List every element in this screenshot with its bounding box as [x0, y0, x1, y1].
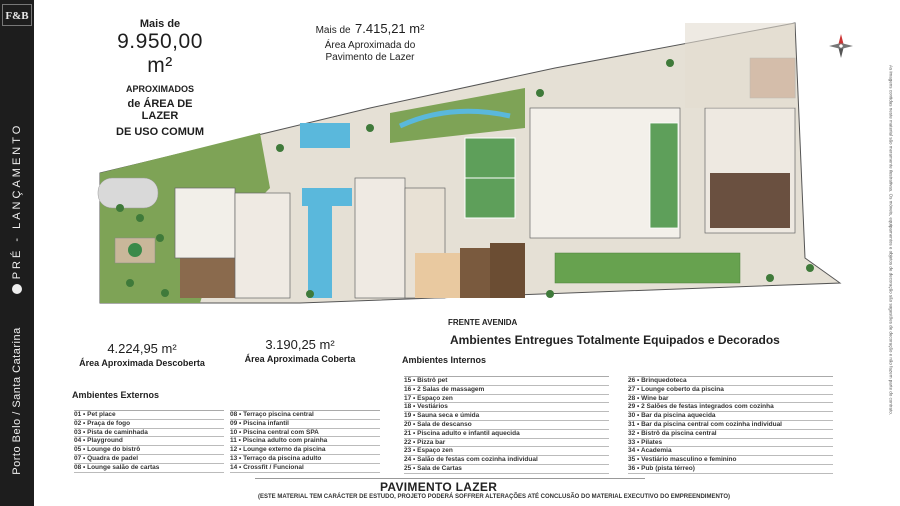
list-item: 05 • Lounge do bistrô — [74, 446, 224, 455]
deck-pizza — [460, 248, 490, 298]
list-item: 33 • Pilates — [628, 439, 833, 448]
covered-area-block — [235, 337, 365, 364]
pool-long — [650, 123, 678, 228]
list-item: 08 • Terraço piscina central — [230, 411, 380, 420]
covered-area-value: 3.190,25 m² — [265, 337, 335, 352]
list-item: 09 • Piscina infantil — [230, 420, 380, 429]
list-item: 36 • Pub (pista térreo) — [628, 465, 833, 474]
list-item: 29 • 2 Salões de festas integrados com cozinha — [628, 403, 833, 412]
list-item: 19 • Sauna seca e úmida — [404, 412, 609, 421]
legal-text: As imagens contidas neste material são meramente ilustrativas. Os móveis, equipamentos e objetos de decoração são sugestões de decoração e não fazem parte do contrato. — [888, 65, 894, 415]
list-item: 23 • Espaço zen — [404, 447, 609, 456]
frente-avenida-label: FRENTE AVENIDA — [448, 318, 518, 327]
list-item: 25 • Sala de Cartas — [404, 465, 609, 474]
playground-feature — [128, 243, 142, 257]
footer-divider — [255, 478, 645, 479]
list-item: 04 • Playground — [74, 437, 224, 446]
floor-area-sub2: Pavimento de Lazer — [325, 52, 415, 63]
list-item: 14 • Crossfit / Funcional — [230, 464, 380, 473]
pool-spa — [300, 123, 350, 148]
list-item: 11 • Piscina adulto com prainha — [230, 437, 380, 446]
total-area-value: 9.950,00 m² — [117, 30, 203, 77]
list-item: 21 • Piscina adulto e infantil aquecida — [404, 430, 609, 439]
footer-note: (ESTE MATERIAL TEM CARÁCTER DE ESTUDO, PROJETO PODERÁ SOFFRER ALTERAÇÕES ATÉ CONCLUSÃO DO MATERIAL EXECUTIVO DO EMPREENDIMENTO) — [258, 494, 731, 500]
floor-area-sub1: Área Aproximada do — [324, 40, 416, 51]
launch-label: PRÉ - LANÇAMENTO — [11, 122, 23, 280]
list-item: 27 • Lounge coberto da piscina — [628, 386, 833, 395]
east-deck — [685, 23, 795, 108]
list-item: 01 • Pet place — [74, 411, 224, 420]
total-area-sub3: DE USO COMUM — [116, 126, 204, 138]
list-item: 02 • Praça de fogo — [74, 420, 224, 429]
footer-title: PAVIMENTO LAZER — [380, 480, 498, 494]
internos-list-1 — [404, 376, 609, 474]
compass-icon — [827, 32, 855, 60]
uncovered-area-label: Área Aproximada Descoberta — [79, 358, 205, 368]
list-item: 12 • Lounge externo da piscina — [230, 446, 380, 455]
building-west-2 — [235, 193, 290, 298]
list-item: 08 • Lounge salão de cartas — [74, 464, 224, 473]
side-strip — [0, 0, 34, 506]
list-item: 07 • Quadra de padel — [74, 455, 224, 464]
pet-place — [98, 178, 158, 208]
externos-list-1 — [74, 410, 224, 473]
list-item: 28 • Wine bar — [628, 395, 833, 404]
uncovered-area-block — [72, 341, 212, 368]
list-item: 20 • Sala de descanso — [404, 421, 609, 430]
internos-title: Ambientes Internos — [402, 355, 487, 365]
list-item: 10 • Piscina central com SPA — [230, 429, 380, 438]
list-item: 32 • Bistrô da piscina central — [628, 430, 833, 439]
deck-bistro — [180, 258, 235, 298]
list-item: 35 • Vestiário masculino e feminino — [628, 456, 833, 465]
internos-list-2 — [628, 376, 833, 474]
gym-floor — [710, 173, 790, 228]
list-item: 30 • Bar da piscina aquecida — [628, 412, 833, 421]
list-item: 24 • Salão de festas com cozinha individual — [404, 456, 609, 465]
list-item: 15 • Bistrô pet — [404, 377, 609, 386]
covered-area-label: Área Aproximada Coberta — [244, 354, 356, 364]
floor-area-value: 7.415,21 m² — [355, 21, 425, 36]
building-west — [175, 188, 235, 258]
bullet-dot — [12, 284, 22, 294]
pool-central — [308, 203, 332, 298]
list-item: 16 • 2 Salas de massagem — [404, 386, 609, 395]
externos-list-2 — [230, 410, 380, 473]
brand-logo: F&B — [2, 4, 32, 26]
deck-cartas — [490, 243, 525, 298]
externos-title: Ambientes Externos — [72, 390, 160, 400]
city-label: Porto Belo / Santa Catarina — [11, 327, 23, 475]
list-item: 22 • Pizza bar — [404, 439, 609, 448]
leisure-floor-plan — [70, 8, 860, 308]
list-item: 18 • Vestiários — [404, 403, 609, 412]
floor-area-prefix: Mais de — [315, 25, 351, 36]
list-item: 34 • Academia — [628, 447, 833, 456]
building-center — [355, 178, 405, 298]
total-area-prefix: Mais de — [139, 18, 181, 30]
ambientes-title: Ambientes Entregues Totalmente Equipados e Decorados — [450, 333, 780, 347]
list-item: 13 • Terraço da piscina adulto — [230, 455, 380, 464]
list-item: 17 • Espaço zen — [404, 395, 609, 404]
pool-heated-lawn — [555, 253, 740, 283]
total-area-sub2: de ÁREA DE LAZER — [127, 98, 193, 122]
brinquedoteca — [415, 253, 460, 298]
uncovered-area-value: 4.224,95 m² — [107, 341, 177, 356]
list-item: 03 • Pista de caminhada — [74, 429, 224, 438]
legal-disclaimer — [886, 25, 896, 455]
list-item: 31 • Bar da piscina central com cozinha individual — [628, 421, 833, 430]
total-area-sub1: APROXIMADOS — [125, 84, 194, 94]
list-item: 26 • Brinquedoteca — [628, 377, 833, 386]
